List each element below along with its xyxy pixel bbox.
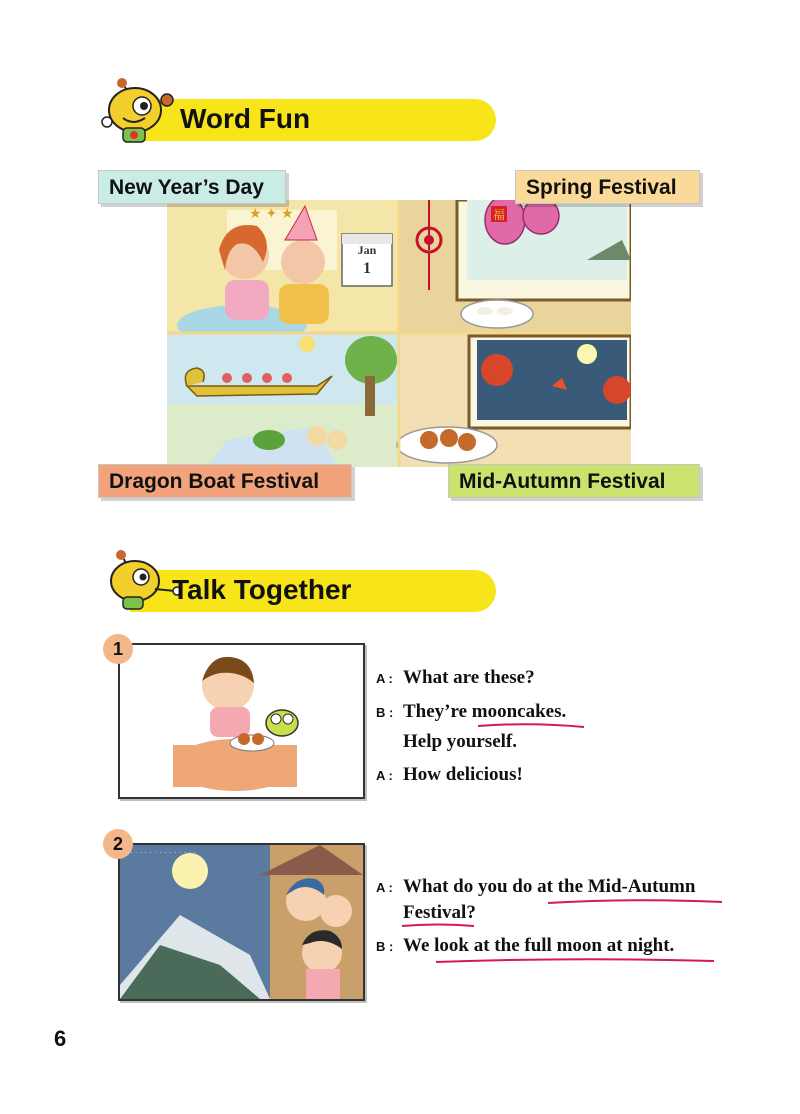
talk-together-title: Talk Together [172, 574, 352, 605]
underline-mark [546, 897, 724, 907]
festival-scene-illustration [167, 200, 631, 467]
dialogue-line: How delicious! [403, 764, 523, 785]
page-number: 6 [54, 1026, 67, 1051]
label-dragon-boat-festival: Dragon Boat Festival [98, 464, 352, 498]
speaker-label: A : [376, 768, 393, 783]
dialogue-line: What do you do at the Mid-Autumn [403, 876, 696, 897]
speaker-label: B : [376, 939, 394, 954]
family-viewing-moon-illustration [120, 845, 363, 999]
label-mid-autumn-festival: Mid-Autumn Festival [448, 464, 700, 498]
speaker-label: B : [376, 705, 394, 720]
lantern-character: 福 [492, 208, 506, 222]
speaker-label: A : [376, 671, 393, 686]
underline-mark [400, 922, 476, 930]
dialogue-line: Festival? [403, 902, 476, 923]
label-spring-festival: Spring Festival [515, 170, 700, 204]
svg-text:★ ✦ ★: ★ ✦ ★ [249, 205, 294, 221]
calendar-month: Jan [357, 243, 377, 257]
dialogue-1-picture [118, 643, 365, 799]
underline-mark [434, 956, 716, 966]
dialogue-2-number: 2 [103, 829, 133, 859]
label-new-years-day: New Year’s Day [98, 170, 286, 204]
dialogue-line: We look at the full moon at night. [403, 935, 675, 956]
word-fun-title: Word Fun [180, 103, 311, 134]
dialogue-line: What are these? [403, 667, 535, 688]
calendar-day: 1 [363, 260, 371, 277]
speaker-label: A : [376, 880, 393, 895]
svg-text:· · · · · · · · · · · · · ·: · · · · · · · · · · · · · · [130, 848, 197, 857]
dialogue-line: They’re mooncakes. [403, 701, 567, 722]
girl-with-mooncakes-illustration [120, 645, 363, 797]
mascot-icon [95, 70, 185, 150]
dialogue-1-number: 1 [103, 634, 133, 664]
dialogue-line: Help yourself. [403, 731, 517, 752]
dialogue-2-picture [118, 843, 365, 1001]
underline-mark [476, 722, 586, 730]
